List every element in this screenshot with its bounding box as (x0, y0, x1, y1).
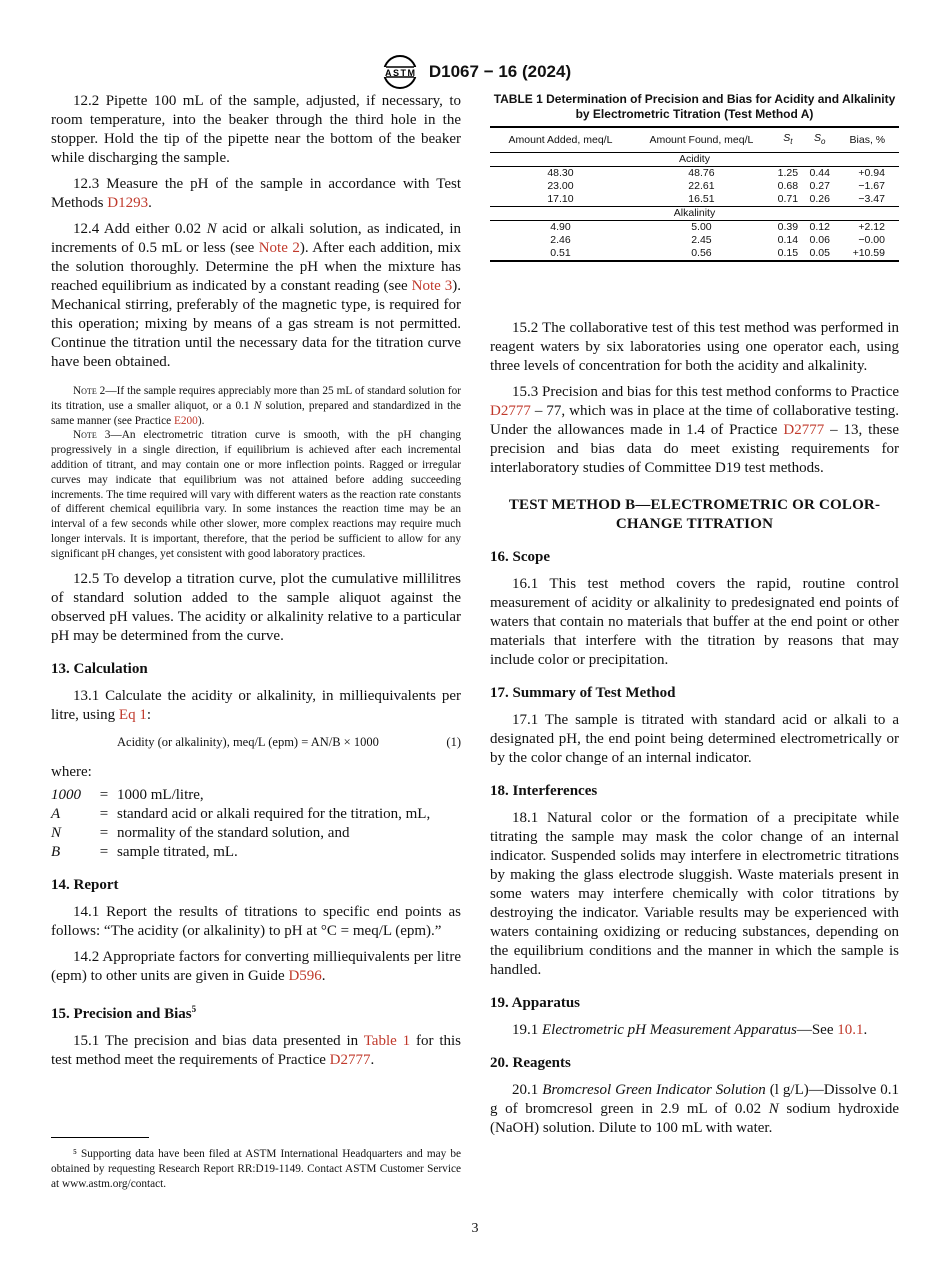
link-table-1[interactable]: Table 1 (363, 1032, 411, 1049)
heading-16: 16. Scope (490, 549, 550, 566)
para-12-5: 12.5 To develop a titration curve, plot the cumulative millilitres of standard solution added to the sample aliquot against the observed pH values. The acidity or alkalinity relative to a particular pH may be determined from the curve. (51, 570, 461, 644)
footnote-5: ⁵ Supporting data have been filed at ASTM International Headquarters and may be obtained by requesting Research Report RR:D19-1149. Contact ASTM Customer Service at www.astm.org/contact. (51, 1148, 461, 1190)
heading-15: 15. Precision and Bias$^5$ (51, 1003, 197, 1022)
astm-logo-icon (379, 54, 421, 90)
table-header-row: Amount Added, meq/L Amount Found, meq/L $S_t$ $S_o$ Bias, % (490, 127, 899, 153)
note-2: Note 2—If the sample requires appreciably more than 25 mL of standard solution for its titration, use a smaller aliquot, or a 0.1 N solution, prepared and standardized in the same manner (see Practice E200). (51, 385, 461, 427)
link-d1293[interactable]: D1293 (107, 195, 149, 211)
variable-list (51, 786, 461, 862)
link-eq-1[interactable]: Eq 1 (118, 706, 147, 723)
table-1-caption: TABLE 1 Determination of Precision and Bias for Acidity and Alkalinity by Electrometric Titration (Test Method A) (493, 92, 896, 121)
para-12-3: 12.3 Measure the pH of the sample in accordance with Test Methods D1293. (51, 176, 461, 211)
para-18-1: 18.1 Natural color or the formation of a precipitate while titrating the sample may mask the color change of an internal indicator. Suspended solids may interfere in electrometric titrations by making the glass electrode sluggish. Waste materials present in some waters may interfere chemically with color titrations by destroying the indicator. Variable results may be experienced with waters containing oxidizing or reducing substances, depending on the equilibrium conditions and the manner in which the sample is handled. (490, 810, 899, 979)
right-column (490, 92, 899, 1145)
table-row: 4.90 5.00 0.39 0.12 +2.12 (550, 221, 885, 234)
link-e200[interactable]: E200 (173, 414, 198, 427)
table-1 (490, 126, 899, 262)
table-row: 2.46 2.45 0.14 0.06 −0.00 (550, 234, 885, 247)
para-12-4: 12.4 Add either 0.02 N acid or alkali solution, as indicated, in increments of 0.5 mL or less (see Note 2). After each addition, mix the solution thoroughly. Determine the pH when the mixture has reached equilibrium as indicated by a constant reading (see Note 3). Mechanical stirring, preferably of the magnetic type, is required for this operation; mixing by means of a gas stream is not permitted. Continue the titration until the necessary data for the titration curve have been obtained. (51, 221, 461, 370)
document-code: D1067 − 16 (2024) (428, 62, 572, 81)
para-15-3: 15.3 Precision and bias for this test method conforms to Practice D2777 – 77, which was in place at the time of collaborative testing. Under the allowances made in 1.4 of Practice D2777 – 13, these precision and bias data do meet existing requirements for interlaboratory studies of Committee D19 test methods. (490, 384, 900, 477)
table-row: 48.30 48.76 1.25 0.44 +0.94 (547, 167, 885, 180)
para-12-2: 12.2 Pipette 100 mL of the sample, adjusted, if necessary, to room temperature, into the beaker through the third hole in the stopper. Hold the tip of the pipette near the bottom of the beaker while discharging the sample. (51, 93, 461, 166)
variable-row: B = sample titrated, mL. (51, 843, 238, 860)
link-note-2[interactable]: Note 2 (258, 240, 300, 256)
heading-18: 18. Interferences (490, 783, 598, 800)
para-14-1: 14.1 Report the results of titrations to specific end points as follows: “The acidity (or alkalinity) to pH at °C = meq/L (epm).” (51, 903, 461, 939)
variable-row: 1000 = 1000 mL/litre, (51, 786, 204, 803)
para-15-1: 15.1 The precision and bias data presented in Table 1 for this test method meet the requirements of Practice D2777. (51, 1032, 461, 1068)
equation-1: Acidity (or alkalinity), meq/L (epm) = AN/B × 1000 (1) (117, 734, 461, 749)
para-20-1: 20.1 Bromcresol Green Indicator Solution (l g/L)—Dissolve 0.1 g of bromcresol green in 2.9 mL of 0.02 N sodium hydroxide (NaOH) solution. Dilute to 100 mL with water. (490, 1082, 899, 1137)
heading-14: 14. Report (51, 876, 119, 893)
para-19-1: 19.1 Electrometric pH Measurement Apparatus—See 10.1. (512, 1022, 868, 1039)
note-3: Note 3—An electrometric titration curve is smooth, with the pH changing progressively in a single direction, if equilibrium is achieved after each incremental addition of titrant, and may contain one or more inflection points. Ragged or irregular curves may indicate that equilibrium was not attained before adding succeeding increments. The time required will vary with different waters as the reaction rate constants of different chemical equilibria vary. In some instances the reaction time may be an interval of a few seconds while other slower, more complex reactions may require much longer intervals. It is important, therefore, that the period be sufficient to allow for any significant pH changes, yet consistent with good laboratory practices. (51, 429, 462, 560)
table-group-row: Acidity (490, 153, 899, 167)
left-column (51, 92, 461, 1077)
svg-text:ASTM: ASTM (384, 68, 415, 78)
para-14-2: 14.2 Appropriate factors for converting milliequivalents per litre (epm) to other units are given in Guide D596. (51, 948, 461, 984)
link-note-3[interactable]: Note 3 (411, 278, 453, 294)
link-d2777[interactable]: D2777 (329, 1051, 371, 1068)
footnote-rule (51, 1137, 149, 1138)
heading-13: 13. Calculation (51, 660, 148, 677)
link-d2777-77[interactable]: D2777 (490, 403, 531, 420)
page-number: 3 (471, 1221, 479, 1236)
link-10-1[interactable]: 10.1 (837, 1022, 864, 1039)
where-label: where: (51, 763, 92, 780)
variable-row: N = normality of the standard solution, and (51, 824, 350, 841)
table-row: 17.10 16.51 0.71 0.26 −3.47 (490, 193, 899, 207)
heading-19: 19. Apparatus (490, 995, 581, 1012)
para-16-1: 16.1 This test method covers the rapid, routine control measurement of acidity or alkalinity to predesignated end points of waters that contain no materials that buffer at the end point or other materials that interfere with the titration by reasons that may include color or precipitation. (490, 576, 899, 669)
method-b-title: TEST METHOD B—ELECTROMETRIC OR COLOR-CHANGE TITRATION (508, 497, 881, 533)
para-15-2: 15.2 The collaborative test of this test method was performed in reagent waters by six laboratories using one operator each, using three levels of concentration for both the acidity and alkalinity. (490, 320, 899, 375)
table-row: 23.00 22.61 0.68 0.27 −1.67 (547, 180, 885, 193)
link-d2777-13[interactable]: D2777 (783, 422, 825, 439)
link-d596[interactable]: D596 (288, 967, 322, 984)
heading-17: 17. Summary of Test Method (490, 685, 676, 702)
para-17-1: 17.1 The sample is titrated with standard acid or alkali to a designated pH, the end point being determined electrometrically or by the color change of an internal indicator. (490, 712, 899, 767)
table-row: 0.51 0.56 0.15 0.05 +10.59 (490, 247, 899, 261)
variable-row: A = standard acid or alkali required for the titration, mL, (51, 805, 431, 822)
table-group-row: Alkalinity (490, 207, 899, 221)
page-header (0, 54, 950, 90)
heading-20: 20. Reagents (490, 1055, 571, 1072)
para-13-1: 13.1 Calculate the acidity or alkalinity, in milliequivalents per litre, using Eq 1: (51, 687, 461, 723)
